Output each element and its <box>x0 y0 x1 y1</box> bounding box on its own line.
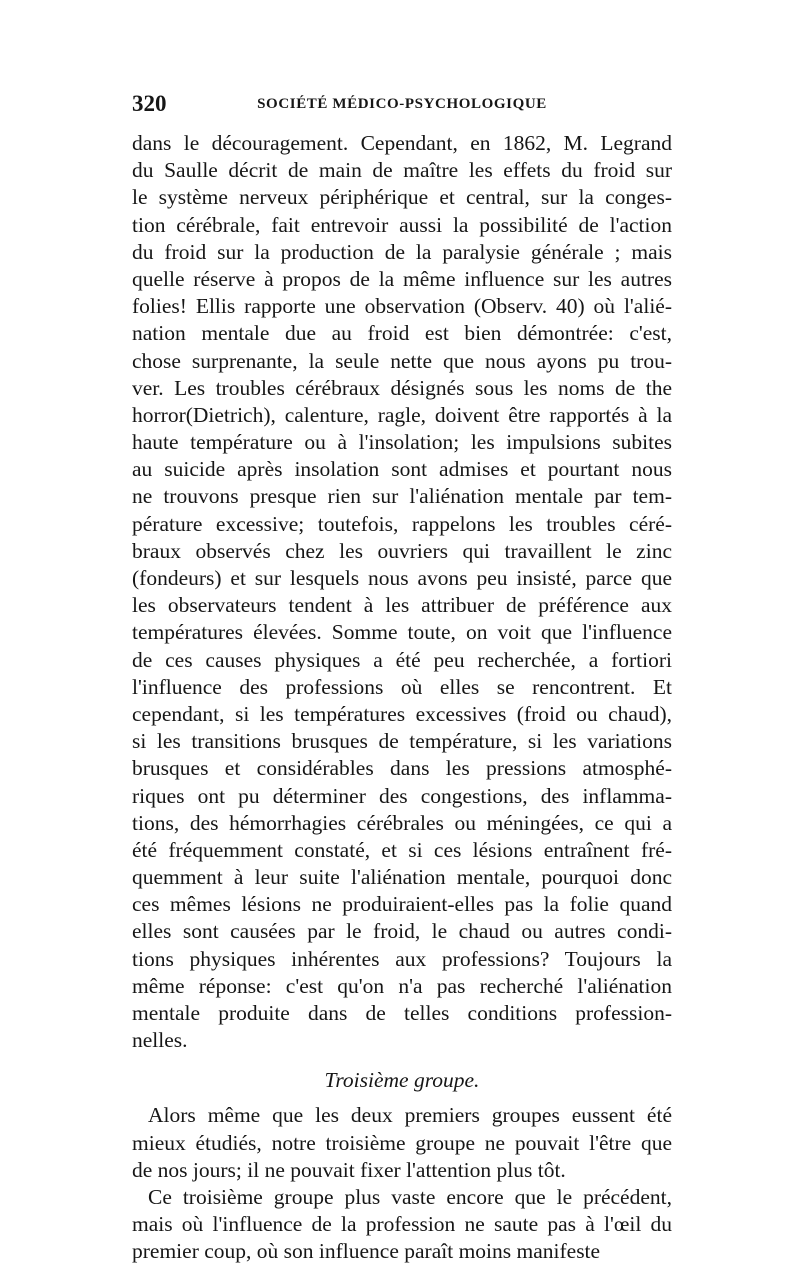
text-line: de nos jours; il ne pouvait fixer l'attention plus tôt. <box>132 1157 566 1182</box>
text-line: riques ont pu déterminer des congestions, des inflamma- <box>132 783 672 808</box>
text-line: ne trouvons presque rien sur l'aliénation mentale par tem- <box>132 484 672 509</box>
text-line: tions, des hémorrhagies cérébrales ou méningées, ce qui a <box>132 810 672 835</box>
running-head: SOCIÉTÉ MÉDICO-PSYCHOLOGIQUE <box>257 96 547 112</box>
text-line: les observateurs tendent à les attribuer de préférence aux <box>132 593 672 618</box>
text-line: premier coup, où son influence paraît moins manifeste <box>132 1239 601 1264</box>
text-line: au suicide après insolation sont admises et pourtant nous <box>132 457 672 482</box>
page-number: 320 <box>132 91 167 116</box>
text-line: même réponse: c'est qu'on n'a pas recherché l'aliénation <box>132 973 672 998</box>
text-line: quemment à leur suite l'aliénation mentale, pourquoi donc <box>132 865 672 890</box>
paragraph-2 <box>132 1102 672 1184</box>
text-line: le système nerveux périphérique et central, sur la conges- <box>132 185 672 210</box>
text-line: quelle réserve à propos de la même influence sur les autres <box>132 266 672 291</box>
text-line: brusques et considérables dans les pressions atmosphé- <box>132 756 672 781</box>
paragraph-3 <box>132 1184 672 1266</box>
text-line: l'influence des professions où elles se rencontrent. Et <box>132 674 672 699</box>
text-line: pérature excessive; toutefois, rappelons les troubles céré- <box>132 511 672 536</box>
text-line: tion cérébrale, fait entrevoir aussi la possibilité de l'action <box>132 212 672 237</box>
text-line: (fondeurs) et sur lesquels nous avons peu insisté, parce que <box>132 566 672 590</box>
text-line: haute température ou à l'insolation; les impulsions subites <box>132 430 672 455</box>
text-line: cependant, si les températures excessives (froid ou chaud), <box>132 701 672 726</box>
text-line: du Saulle décrit de main de maître les effets du froid sur <box>132 158 672 183</box>
text-line: horror(Dietrich), calenture, ragle, doivent être rapportés à la <box>132 402 672 427</box>
text-line: folies! Ellis rapporte une observation (Observ. 40) où l'alié- <box>132 294 672 319</box>
text-line: dans le découragement. Cependant, en 1862, M. Legrand <box>132 131 672 155</box>
text-line: tions physiques inhérentes aux professions? Toujours la <box>132 946 672 971</box>
text-line: nation mentale due au froid est bien démontrée: c'est, <box>132 321 672 346</box>
text-line: nelles. <box>132 1028 188 1053</box>
page-body <box>132 130 672 1266</box>
text-line: du froid sur la production de la paralysie générale ; mais <box>132 239 672 264</box>
page-header <box>132 91 672 121</box>
text-line: Ce troisième groupe plus vaste encore que le précédent, <box>148 1184 672 1209</box>
text-line: ver. Les troubles cérébraux désignés sous les noms de the <box>132 375 672 400</box>
text-line: si les transitions brusques de température, si les variations <box>132 729 672 754</box>
text-line: mais où l'influence de la profession ne saute pas à l'œil du <box>132 1212 672 1237</box>
paragraph-1 <box>132 130 672 1054</box>
text-line: elles sont causées par le froid, le chaud ou autres condi- <box>132 919 672 944</box>
text-line: températures élevées. Somme toute, on voit que l'influence <box>132 620 672 645</box>
text-line: ces mêmes lésions ne produiraient-elles pas la folie quand <box>132 892 672 917</box>
text-line: été fréquemment constaté, et si ces lésions entraînent fré- <box>132 837 672 862</box>
section-heading: Troisième groupe. <box>324 1068 480 1093</box>
text-line: mieux étudiés, notre troisième groupe ne pouvait l'être que <box>132 1130 672 1155</box>
text-line: mentale produite dans de telles conditions profession- <box>132 1001 672 1025</box>
text-line: chose surprenante, la seule nette que nous ayons pu trou- <box>132 348 672 373</box>
text-line: de ces causes physiques a été peu recherchée, a fortiori <box>132 647 672 672</box>
text-line: braux observés chez les ouvriers qui travaillent le zinc <box>132 538 672 563</box>
text-line: Alors même que les deux premiers groupes eussent été <box>148 1103 672 1128</box>
